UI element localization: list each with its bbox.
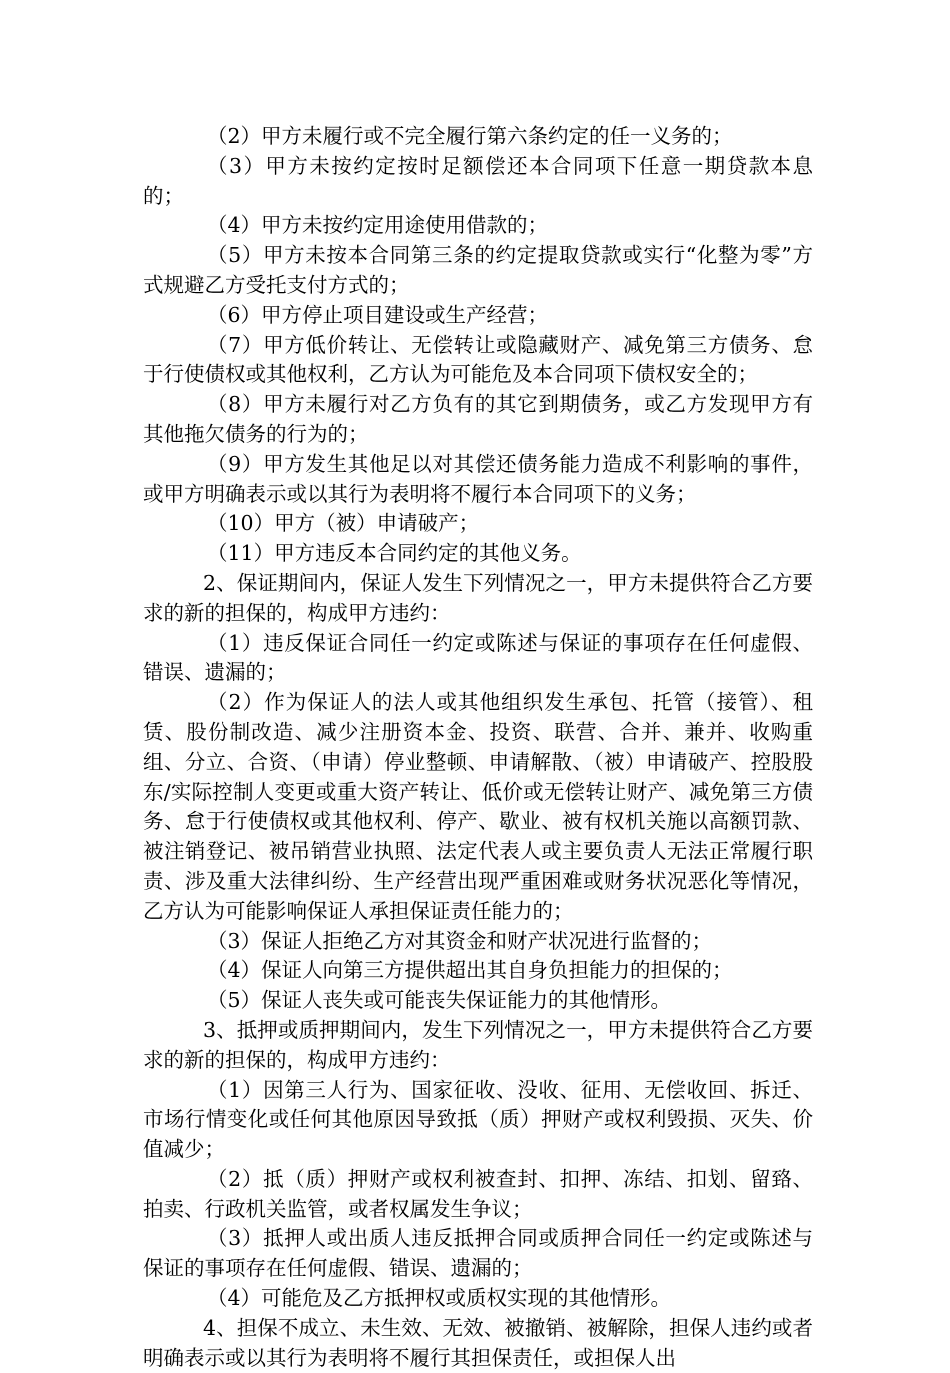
clause-item: （11）甲方违反本合同约定的其他义务。 [207, 541, 582, 566]
clause-item: （4）甲方未按约定用途使用借款的； [207, 213, 549, 238]
clause-item: （4）可能危及乙方抵押权或质权实现的其他情形。 [207, 1286, 672, 1311]
clause-section: 2、保证期间内，保证人发生下列情况之一，甲方未提供符合乙方要求的新的担保的，构成甲方违约： [143, 570, 813, 625]
clause-item: （2）作为保证人的法人或其他组织发生承包、托管（接管）、租赁、股份制改造、减少注册资本金、投资、联营、合并、兼并、收购重组、分立、合资、（申请）停业整顿、申请解散、（被）申请破产、控股股东/实际控制人变更或重大资产转让、低价或无偿转让财产、减免第三方债务、怠于行使债权或其他权利、停产、歇业、被有权机关施以高额罚款、被注销登记、被吊销营业执照、法定代表人或主要负责人无法正常履行职责、涉及重大法律纠纷、生产经营出现严重困难或财务状况恶化等情况，乙方认为可能影响保证人承担保证责任能力的； [143, 690, 813, 923]
clause-item: （10）甲方（被）申请破产； [207, 511, 480, 536]
clause-item: （5）甲方未按本合同第三条的约定提取贷款或实行“化整为零”方式规避乙方受托支付方式的； [143, 243, 813, 297]
clause-item: （2）甲方未履行或不完全履行第六条约定的任一义务的； [207, 124, 733, 148]
clause-item: （6）甲方停止项目建设或生产经营； [207, 302, 549, 327]
clause-item: （1）因第三人行为、国家征收、没收、征用、无偿收回、拆迁、市场行情变化或任何其他原因导致抵（质）押财产或权利毁损、灭失、价值减少； [143, 1077, 813, 1162]
clause-item: （3）抵押人或出质人违反抵押合同或质押合同任一约定或陈述与保证的事项存在任何虚假、错误、遗漏的； [143, 1226, 813, 1281]
clause-item: （4）保证人向第三方提供超出其自身负担能力的担保的； [207, 958, 733, 983]
clause-item: （7）甲方低价转让、无偿转让或隐藏财产、减免第三方债务、怠于行使债权或其他权利，乙方认为可能危及本合同项下债权安全的； [143, 332, 813, 387]
clause-section: 3、抵押或质押期间内，发生下列情况之一，甲方未提供符合乙方要求的新的担保的，构成甲方违约： [143, 1017, 813, 1072]
clause-item: （5）保证人丧失或可能丧失保证能力的其他情形。 [207, 988, 672, 1013]
clause-item: （8）甲方未履行对乙方负有的其它到期债务，或乙方发现甲方有其他拖欠债务的行为的； [143, 392, 813, 446]
clause-item: （2）抵（质）押财产或权利被查封、扣押、冻结、扣划、留臵、拍卖、行政机关监管，或者权属发生争议； [143, 1166, 813, 1221]
clause-section: 4、担保不成立、未生效、无效、被撤销、被解除，担保人违约或者明确表示或以其行为表明将不履行其担保责任，或担保人出 [143, 1315, 813, 1370]
clause-item: （3）保证人拒绝乙方对其资金和财产状况进行监督的； [207, 928, 713, 953]
clause-item: （3）甲方未按约定按时足额偿还本合同项下任意一期贷款本息的； [143, 153, 813, 208]
document-body [143, 122, 813, 1373]
clause-item: （1）违反保证合同任一约定或陈述与保证的事项存在任何虚假、错误、遗漏的； [143, 630, 813, 685]
clause-item: （9）甲方发生其他足以对其偿还债务能力造成不利影响的事件，或甲方明确表示或以其行为表明将不履行本合同项下的义务； [143, 451, 813, 506]
